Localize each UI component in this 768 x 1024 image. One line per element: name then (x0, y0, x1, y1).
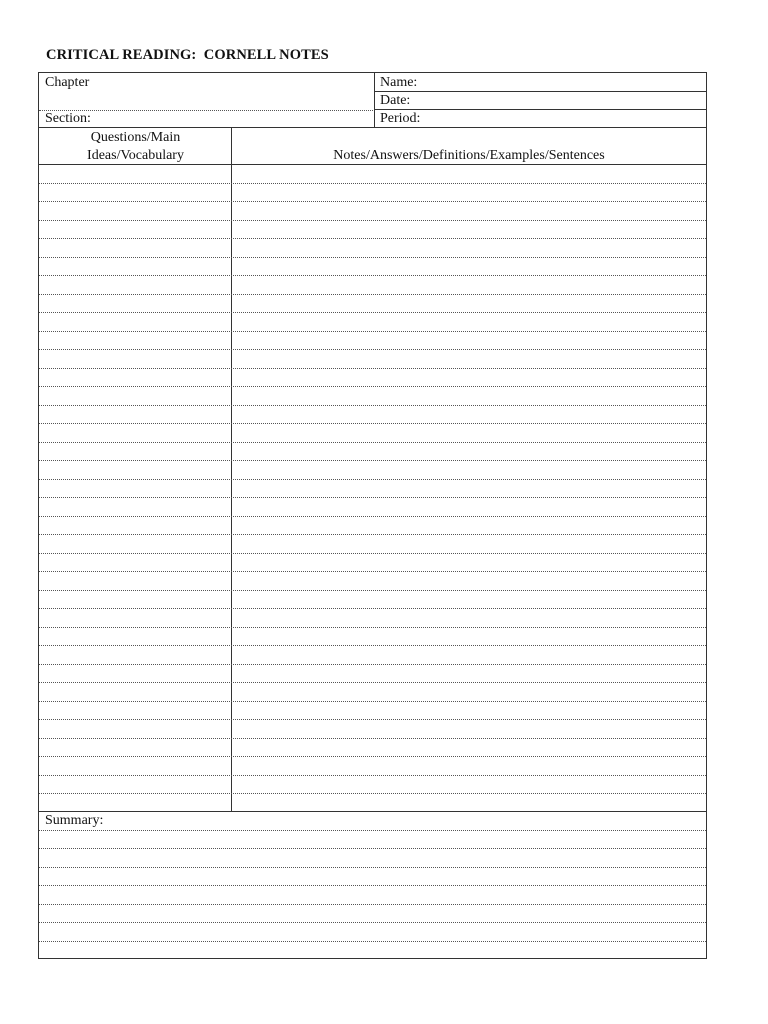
info-column-divider (374, 73, 375, 127)
summary-ruled-line (39, 867, 706, 868)
date-period-divider (374, 109, 706, 110)
notes-ruled-line (39, 312, 706, 313)
page-title: CRITICAL READING: CORNELL NOTES (46, 47, 329, 63)
notes-ruled-line (39, 719, 706, 720)
notes-ruled-line (39, 571, 706, 572)
notes-ruled-line (39, 201, 706, 202)
notes-ruled-line (39, 516, 706, 517)
notes-ruled-line (39, 220, 706, 221)
notes-ruled-line (39, 183, 706, 184)
notes-ruled-line (39, 756, 706, 757)
info-bottom-border (39, 127, 706, 128)
notes-ruled-line (39, 386, 706, 387)
notes-ruled-line (39, 257, 706, 258)
notes-ruled-line (39, 793, 706, 794)
notes-ruled-line (39, 275, 706, 276)
notes-ruled-line (39, 534, 706, 535)
cornell-notes-sheet (38, 72, 707, 959)
notes-ruled-line (39, 460, 706, 461)
notes-ruled-line (39, 682, 706, 683)
notes-ruled-line (39, 479, 706, 480)
summary-ruled-line (39, 922, 706, 923)
notes-ruled-line (39, 349, 706, 350)
notes-ruled-line (39, 701, 706, 702)
cue-column-header-line2: Ideas/Vocabulary (87, 148, 184, 163)
notes-ruled-line (39, 368, 706, 369)
summary-ruled-line (39, 848, 706, 849)
notes-ruled-line (39, 775, 706, 776)
notes-ruled-line (39, 405, 706, 406)
summary-top-border (39, 811, 706, 812)
notes-ruled-line (39, 608, 706, 609)
cue-column-header-line1: Questions/Main (90, 130, 181, 145)
notes-ruled-line (39, 627, 706, 628)
notes-ruled-line (39, 238, 706, 239)
summary-ruled-line (39, 830, 706, 831)
period-field[interactable]: Period: (380, 111, 421, 126)
summary-ruled-line (39, 941, 706, 942)
summary-ruled-line (39, 904, 706, 905)
notes-column-header: Notes/Answers/Definitions/Examples/Sentences (333, 148, 605, 163)
notes-ruled-line (39, 590, 706, 591)
notes-ruled-line (39, 553, 706, 554)
name-date-divider (374, 91, 706, 92)
section-field[interactable]: Section: (45, 111, 91, 126)
chapter-field[interactable]: Chapter (45, 75, 90, 90)
name-field[interactable]: Name: (380, 75, 418, 90)
date-field[interactable]: Date: (380, 93, 411, 108)
column-header-bottom-border (39, 164, 706, 165)
notes-ruled-line (39, 442, 706, 443)
notes-ruled-line (39, 423, 706, 424)
notes-ruled-line (39, 645, 706, 646)
notes-ruled-line (39, 294, 706, 295)
cue-notes-divider (231, 127, 232, 812)
notes-ruled-line (39, 497, 706, 498)
notes-ruled-line (39, 664, 706, 665)
notes-ruled-line (39, 331, 706, 332)
summary-ruled-line (39, 885, 706, 886)
notes-ruled-line (39, 738, 706, 739)
summary-label: Summary: (45, 813, 104, 828)
